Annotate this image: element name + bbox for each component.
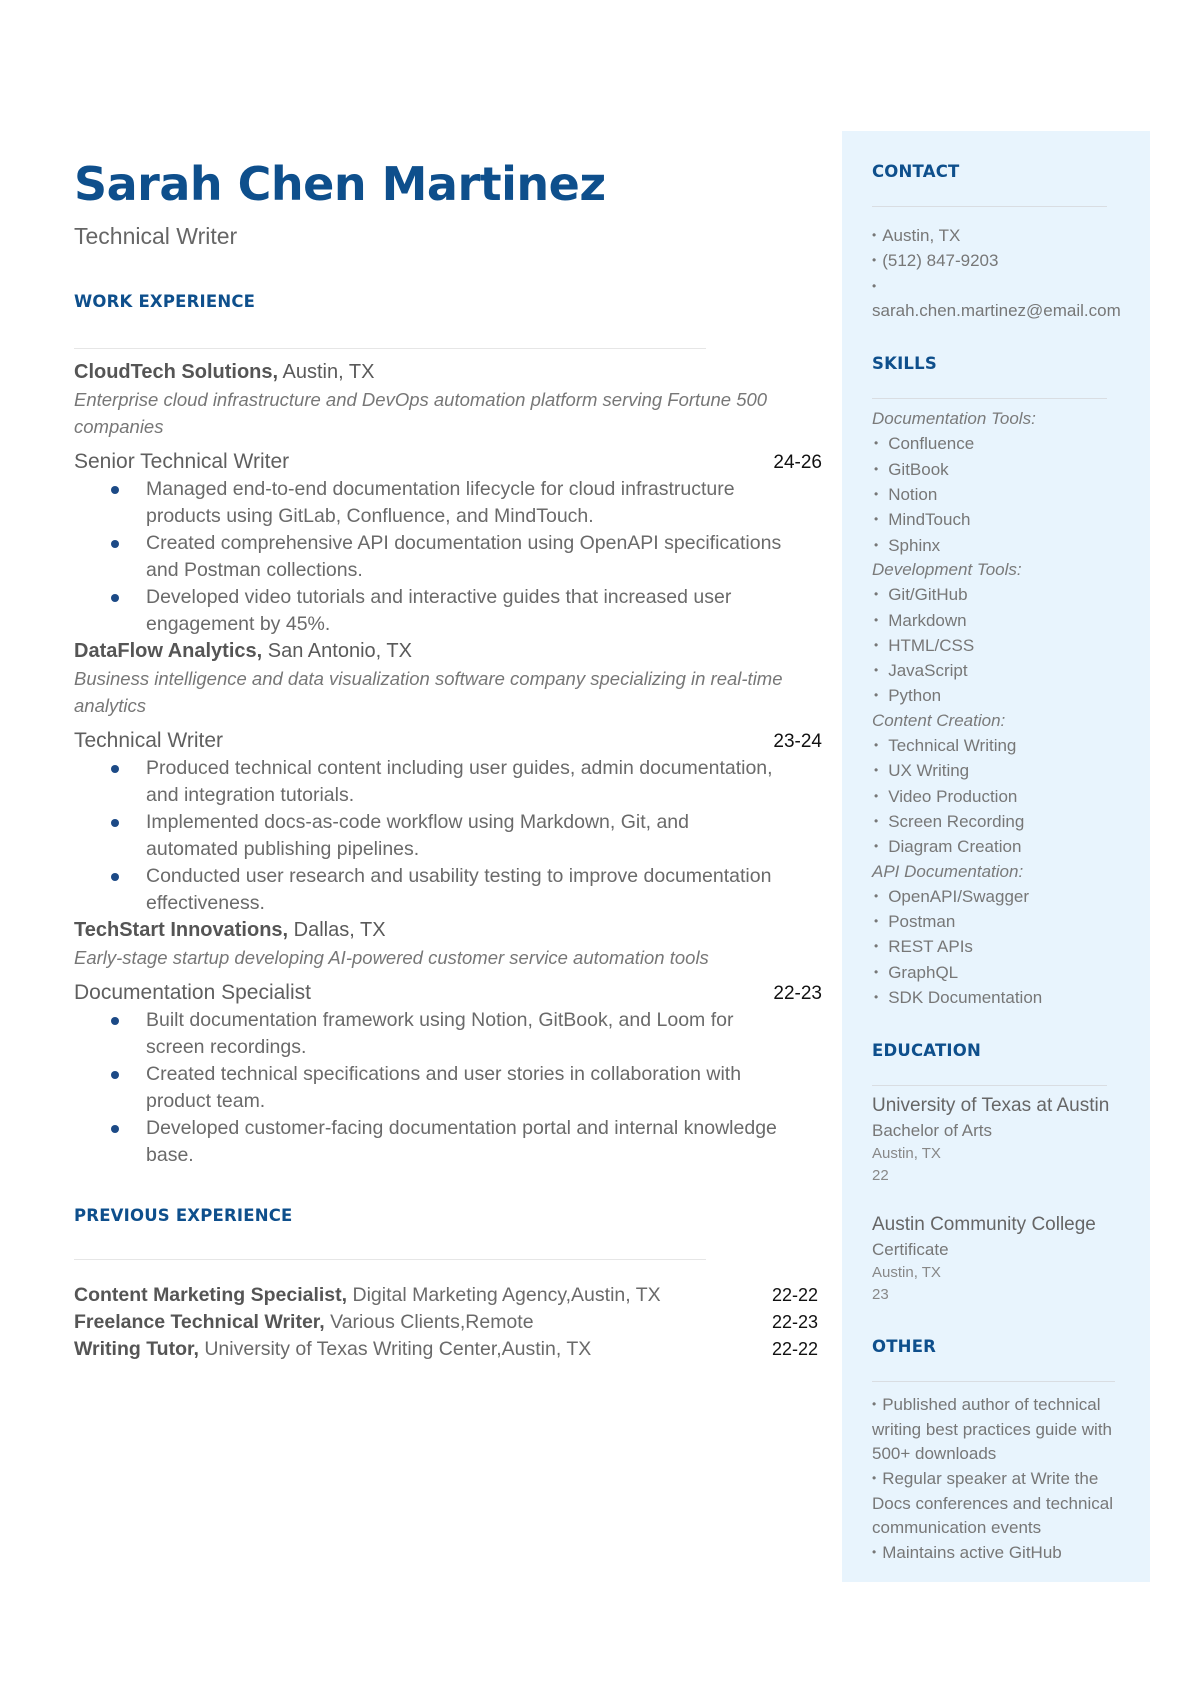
achievement-text: Developed customer-facing documentation portal and internal knowledge base. bbox=[146, 1117, 777, 1166]
skill-category: API Documentation: bbox=[872, 861, 1024, 881]
skill-category: Development Tools: bbox=[872, 559, 1022, 579]
skill-item bbox=[872, 683, 1122, 708]
achievement-item bbox=[146, 809, 822, 863]
bullet-icon: • bbox=[874, 990, 879, 1005]
skill-name: SDK Documentation bbox=[888, 988, 1043, 1008]
company-description: Enterprise cloud infrastructure and DevOps automation platform serving Fortune 500 companies bbox=[74, 389, 768, 437]
achievement-text: Built documentation framework using Notion, GitBook, and Loom for screen recordings. bbox=[146, 1009, 734, 1058]
section-divider bbox=[74, 1259, 706, 1260]
skills-heading: SKILLS bbox=[872, 354, 937, 374]
bullet-icon: • bbox=[874, 587, 879, 602]
previous-role-line bbox=[74, 1309, 534, 1336]
skill-name: Git/GitHub bbox=[888, 585, 968, 605]
previous-role-line bbox=[74, 1336, 591, 1363]
bullet-icon: • bbox=[874, 537, 879, 552]
skill-category: Documentation Tools: bbox=[872, 409, 1036, 429]
sidebar bbox=[872, 161, 1122, 1595]
previous-role: Writing Tutor, bbox=[74, 1338, 199, 1360]
skill-item bbox=[872, 758, 1122, 783]
achievement-item bbox=[146, 863, 822, 917]
role-dates: 22-23 bbox=[773, 983, 822, 1004]
other-text: Maintains active GitHub bbox=[882, 1543, 1062, 1563]
bullet-icon: • bbox=[874, 763, 879, 778]
bullet-icon: • bbox=[872, 1545, 877, 1560]
skill-item bbox=[872, 985, 1122, 1010]
skill-name: Confluence bbox=[888, 434, 975, 454]
job-title: Technical Writer bbox=[74, 223, 238, 249]
achievement-list bbox=[74, 1007, 822, 1169]
education-section bbox=[872, 1040, 1122, 1306]
achievement-text: Managed end-to-end documentation lifecycle for cloud infrastructure products using GitLab, Confluence, and MindTouch. bbox=[146, 478, 735, 527]
other-heading: OTHER bbox=[872, 1337, 937, 1357]
bullet-icon: • bbox=[874, 914, 879, 929]
company-line bbox=[74, 638, 822, 665]
bullet-icon: • bbox=[874, 436, 879, 451]
bullet-icon: • bbox=[874, 637, 879, 652]
bullet-icon: • bbox=[874, 688, 879, 703]
skill-name: UX Writing bbox=[888, 761, 970, 781]
previous-role-line bbox=[74, 1282, 661, 1309]
other-text: Regular speaker at Write the Docs conferences and technical communication events bbox=[872, 1469, 1113, 1537]
bullet-icon bbox=[111, 819, 119, 827]
previous-experience-heading: PREVIOUS EXPERIENCE bbox=[74, 1206, 293, 1225]
contact-list bbox=[872, 223, 1122, 323]
achievement-list bbox=[74, 476, 822, 638]
education-list bbox=[872, 1092, 1122, 1306]
other-item bbox=[872, 1392, 1122, 1466]
previous-org: Various Clients,Remote bbox=[324, 1311, 534, 1333]
graduation-year: 23 bbox=[872, 1286, 889, 1304]
section-divider bbox=[872, 1381, 1115, 1382]
role-dates: 23-24 bbox=[773, 731, 822, 752]
skill-item bbox=[872, 582, 1122, 607]
previous-experience-row bbox=[74, 1309, 822, 1336]
bullet-icon: • bbox=[872, 278, 877, 293]
role-dates: 24-26 bbox=[773, 452, 822, 473]
bullet-icon: • bbox=[872, 253, 877, 268]
skill-name: Technical Writing bbox=[888, 736, 1017, 756]
achievement-text: Conducted user research and usability testing to improve documentation effectiveness. bbox=[146, 865, 772, 914]
previous-org: University of Texas Writing Center,Austin, TX bbox=[198, 1338, 592, 1360]
bullet-icon bbox=[111, 1017, 119, 1025]
previous-experience-row bbox=[74, 1282, 822, 1309]
contact-item bbox=[872, 248, 1122, 273]
skill-name: JavaScript bbox=[888, 661, 968, 681]
skill-name: MindTouch bbox=[888, 510, 971, 530]
skill-name: Python bbox=[888, 686, 942, 706]
contact-item bbox=[872, 223, 1122, 248]
previous-org: Digital Marketing Agency,Austin, TX bbox=[347, 1284, 661, 1306]
other-text: Published author of technical writing best practices guide with 500+ downloads bbox=[872, 1395, 1113, 1463]
school-location: Austin, TX bbox=[872, 1264, 941, 1282]
degree: Certificate bbox=[872, 1240, 949, 1260]
bullet-icon: • bbox=[874, 839, 879, 854]
role-row bbox=[74, 979, 822, 1007]
role-row bbox=[74, 448, 822, 476]
bullet-icon: • bbox=[872, 228, 877, 242]
bullet-icon bbox=[111, 540, 119, 548]
bullet-icon: • bbox=[874, 738, 879, 753]
work-experience-heading: WORK EXPERIENCE bbox=[74, 292, 256, 311]
skill-item bbox=[872, 884, 1122, 909]
skill-item bbox=[872, 658, 1122, 683]
skill-name: Sphinx bbox=[888, 535, 941, 555]
contact-value: sarah.chen.martinez@email.com bbox=[872, 300, 1121, 320]
achievement-item bbox=[146, 755, 822, 809]
education-entry bbox=[872, 1092, 1122, 1187]
bullet-icon: • bbox=[872, 1397, 877, 1412]
section-divider bbox=[872, 206, 1107, 207]
skill-name: Postman bbox=[888, 912, 956, 932]
role-row bbox=[74, 727, 822, 755]
skill-name: OpenAPI/Swagger bbox=[888, 886, 1030, 906]
bullet-icon: • bbox=[874, 813, 879, 828]
skill-item bbox=[872, 457, 1122, 482]
skill-item bbox=[872, 507, 1122, 532]
skill-name: REST APIs bbox=[888, 937, 973, 957]
bullet-icon bbox=[111, 594, 119, 602]
skill-name: HTML/CSS bbox=[888, 635, 975, 655]
previous-dates: 22-22 bbox=[771, 1339, 818, 1359]
contact-value: Austin, TX bbox=[882, 226, 961, 245]
bullet-icon: • bbox=[874, 461, 879, 476]
bullet-icon: • bbox=[874, 612, 879, 627]
work-experience-list bbox=[74, 359, 822, 1169]
bullet-icon bbox=[111, 1125, 119, 1133]
achievement-text: Created technical specifications and user stories in collaboration with product team. bbox=[146, 1063, 742, 1112]
section-divider bbox=[872, 1085, 1107, 1086]
company-location: Dallas, TX bbox=[288, 919, 386, 941]
bullet-icon: • bbox=[872, 1471, 877, 1486]
other-item bbox=[872, 1540, 1122, 1565]
company-name: CloudTech Solutions, bbox=[74, 361, 279, 383]
achievement-item bbox=[146, 1061, 822, 1115]
company-name: TechStart Innovations, bbox=[74, 919, 289, 941]
skill-item bbox=[872, 533, 1122, 558]
candidate-name: Sarah Chen Martinez bbox=[74, 157, 606, 211]
main-column bbox=[74, 155, 822, 1363]
skill-name: Screen Recording bbox=[888, 811, 1025, 831]
skill-name: GraphQL bbox=[888, 962, 959, 982]
contact-section bbox=[872, 161, 1122, 323]
previous-role: Content Marketing Specialist, bbox=[74, 1284, 348, 1306]
bullet-icon: • bbox=[874, 964, 879, 979]
skill-item bbox=[872, 834, 1122, 859]
bullet-icon: • bbox=[874, 487, 879, 502]
education-entry bbox=[872, 1211, 1122, 1306]
company-description: Business intelligence and data visualization software company specializing in real-time analytics bbox=[74, 668, 783, 716]
section-divider bbox=[74, 348, 706, 349]
company-location: San Antonio, TX bbox=[262, 640, 412, 662]
contact-heading: CONTACT bbox=[872, 162, 960, 181]
achievement-list bbox=[74, 755, 822, 917]
bullet-icon bbox=[111, 765, 119, 773]
company-line bbox=[74, 359, 822, 386]
skill-name: Diagram Creation bbox=[888, 837, 1022, 857]
company-name: DataFlow Analytics, bbox=[74, 640, 263, 662]
job-entry bbox=[74, 638, 822, 917]
skill-item bbox=[872, 909, 1122, 934]
skill-item bbox=[872, 633, 1122, 658]
skill-name: Video Production bbox=[888, 786, 1018, 806]
achievement-item bbox=[146, 1007, 822, 1061]
bullet-icon: • bbox=[874, 939, 879, 954]
skill-item bbox=[872, 784, 1122, 809]
achievement-text: Created comprehensive API documentation using OpenAPI specifications and Postman collections. bbox=[146, 532, 782, 581]
bullet-icon: • bbox=[874, 788, 879, 803]
skill-name: GitBook bbox=[888, 459, 949, 479]
contact-item bbox=[872, 274, 1122, 324]
achievement-item bbox=[146, 476, 822, 530]
contact-value: (512) 847-9203 bbox=[882, 251, 999, 271]
achievement-item bbox=[146, 530, 822, 584]
bullet-icon: • bbox=[874, 663, 879, 678]
role-title: Documentation Specialist bbox=[74, 981, 311, 1004]
school-name: University of Texas at Austin bbox=[872, 1095, 1110, 1117]
previous-experience-list bbox=[74, 1282, 822, 1363]
achievement-text: Developed video tutorials and interactive guides that increased user engagement by 45%. bbox=[146, 586, 732, 635]
role-title: Technical Writer bbox=[74, 729, 223, 752]
bullet-icon: • bbox=[874, 512, 879, 527]
skill-category: Content Creation: bbox=[872, 710, 1006, 730]
education-heading: EDUCATION bbox=[872, 1041, 981, 1061]
school-name: Austin Community College bbox=[872, 1214, 1096, 1236]
skill-item bbox=[872, 809, 1122, 834]
graduation-year: 22 bbox=[872, 1167, 889, 1185]
bullet-icon: • bbox=[874, 888, 879, 903]
skill-name: Notion bbox=[888, 485, 938, 505]
section-divider bbox=[872, 398, 1107, 399]
previous-role: Freelance Technical Writer, bbox=[74, 1311, 325, 1333]
skill-item bbox=[872, 482, 1122, 507]
role-title: Senior Technical Writer bbox=[74, 450, 290, 473]
school-location: Austin, TX bbox=[872, 1145, 941, 1163]
achievement-item bbox=[146, 584, 822, 638]
previous-dates: 22-23 bbox=[771, 1312, 818, 1332]
other-section bbox=[872, 1336, 1122, 1565]
company-line bbox=[74, 917, 822, 944]
bullet-icon bbox=[111, 1071, 119, 1079]
previous-dates: 22-22 bbox=[771, 1285, 818, 1305]
other-list bbox=[872, 1392, 1122, 1565]
degree: Bachelor of Arts bbox=[872, 1121, 993, 1141]
skill-item bbox=[872, 431, 1122, 456]
job-entry bbox=[74, 359, 822, 638]
skill-name: Markdown bbox=[888, 610, 967, 630]
bullet-icon bbox=[111, 486, 119, 494]
achievement-text: Produced technical content including user guides, admin documentation, and integration tutorials. bbox=[146, 757, 773, 806]
skill-item bbox=[872, 733, 1122, 758]
skills-list bbox=[872, 407, 1122, 1010]
skill-item bbox=[872, 608, 1122, 633]
company-description: Early-stage startup developing AI-powered customer service automation tools bbox=[74, 947, 709, 968]
skills-section bbox=[872, 353, 1122, 1010]
achievement-item bbox=[146, 1115, 822, 1169]
bullet-icon bbox=[111, 873, 119, 881]
skill-item bbox=[872, 934, 1122, 959]
achievement-text: Implemented docs-as-code workflow using Markdown, Git, and automated publishing pipelines. bbox=[146, 811, 689, 860]
company-location: Austin, TX bbox=[278, 361, 375, 383]
previous-experience-row bbox=[74, 1336, 822, 1363]
job-entry bbox=[74, 917, 822, 1169]
other-item bbox=[872, 1466, 1122, 1540]
skill-item bbox=[872, 960, 1122, 985]
